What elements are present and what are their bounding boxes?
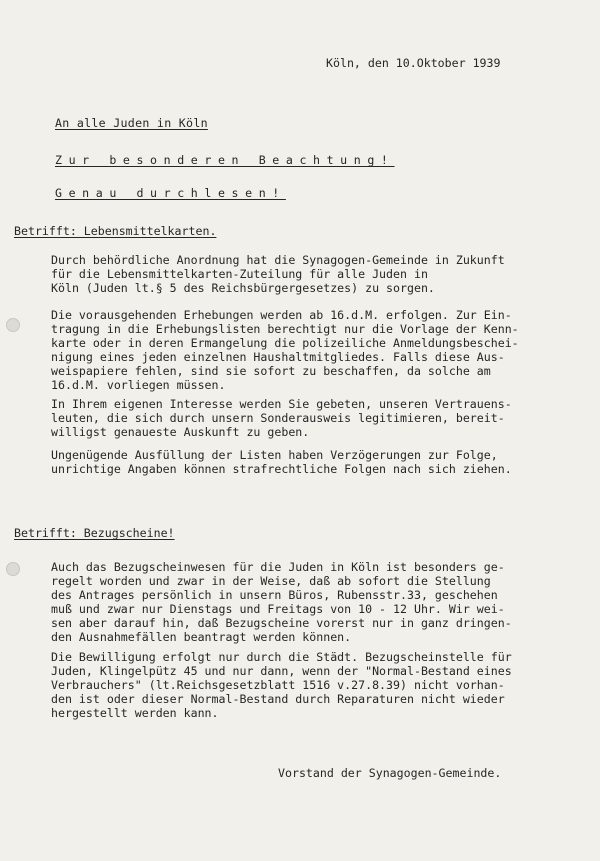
s1-p2-line: 16.d.M. vorliegen müssen. xyxy=(51,378,226,392)
s1-p2-line: weispapiere fehlen, sind sie sofort zu beschaffen, da solche am xyxy=(51,364,491,378)
s2-p2-line: den ist oder dieser Normal-Bestand durch Reparaturen nicht wieder xyxy=(51,692,505,706)
s2-p2-line: hergestellt werden kann. xyxy=(51,706,219,720)
s2-p1-line: den Ausnahmefällen beantragt werden können. xyxy=(51,630,352,644)
s2-p2-line: Verbrauchers" (lt.Reichsgesetzblatt 1516 v.27.8.39) nicht vorhan- xyxy=(51,678,505,692)
s2-p1-line: muß und zwar nur Dienstags und Freitags von 10 - 12 Uhr. Wir wei- xyxy=(51,602,505,616)
address-line: An alle Juden in Köln xyxy=(55,116,208,130)
s2-p2-line: Die Bewilligung erfolgt nur durch die Städt. Bezugscheinstelle für xyxy=(51,650,512,664)
date-line: Köln, den 10.Oktober 1939 xyxy=(326,56,501,70)
s1-p2-line: tragung in die Erhebungslisten berechtigt nur die Vorlage der Kenn- xyxy=(51,322,519,336)
s1-p1-line: für die Lebensmittelkarten-Zuteilung für alle Juden in xyxy=(51,267,428,281)
s1-p3-line: In Ihrem eigenen Interesse werden Sie gebeten, unseren Vertrauens- xyxy=(51,397,512,411)
heading-attention: Zur besonderen Beachtung! xyxy=(55,153,395,167)
s2-p1-line: Auch das Bezugscheinwesen für die Juden in Köln ist besonders ge- xyxy=(51,560,505,574)
s1-p3-line: leuten, die sich durch unsern Sonderausweis legitimieren, bereit- xyxy=(51,411,505,425)
signature: Vorstand der Synagogen-Gemeinde. xyxy=(278,766,502,780)
s1-p2-line: karte oder in deren Ermangelung die polizeiliche Anmeldungsbeschei- xyxy=(51,336,519,350)
punch-hole xyxy=(6,562,20,576)
s1-p2-line: nigung eines jeden einzelnen Haushaltmitgliedes. Falls diese Aus- xyxy=(51,350,505,364)
s1-p4-line: Ungenügende Ausfüllung der Listen haben Verzögerungen zur Folge, xyxy=(51,448,498,462)
s1-p1-line: Durch behördliche Anordnung hat die Synagogen-Gemeinde in Zukunft xyxy=(51,253,505,267)
s2-p1-line: regelt worden und zwar in der Weise, daß ab sofort die Stellung xyxy=(51,574,491,588)
heading-read: Genau durchlesen! xyxy=(55,186,286,200)
s1-p2-line: Die vorausgehenden Erhebungen werden ab 16.d.M. erfolgen. Zur Ein- xyxy=(51,308,512,322)
punch-hole xyxy=(6,318,20,332)
s1-p4-line: unrichtige Angaben können strafrechtliche Folgen nach sich ziehen. xyxy=(51,462,512,476)
section2-title: Betrifft: Bezugscheine! xyxy=(14,526,175,540)
section1-title: Betrifft: Lebensmittelkarten. xyxy=(14,224,217,238)
s2-p2-line: Juden, Klingelpütz 45 und nur dann, wenn der "Normal-Bestand eines xyxy=(51,664,512,678)
s1-p3-line: willigst genaueste Auskunft zu geben. xyxy=(51,425,310,439)
s2-p1-line: des Antrages persönlich in unsern Büros, Rubensstr.33, geschehen xyxy=(51,588,498,602)
s2-p1-line: sen aber darauf hin, daß Bezugscheine vorerst nur in ganz dringen- xyxy=(51,616,512,630)
s1-p1-line: Köln (Juden lt.§ 5 des Reichsbürgergesetzes) zu sorgen. xyxy=(51,281,435,295)
